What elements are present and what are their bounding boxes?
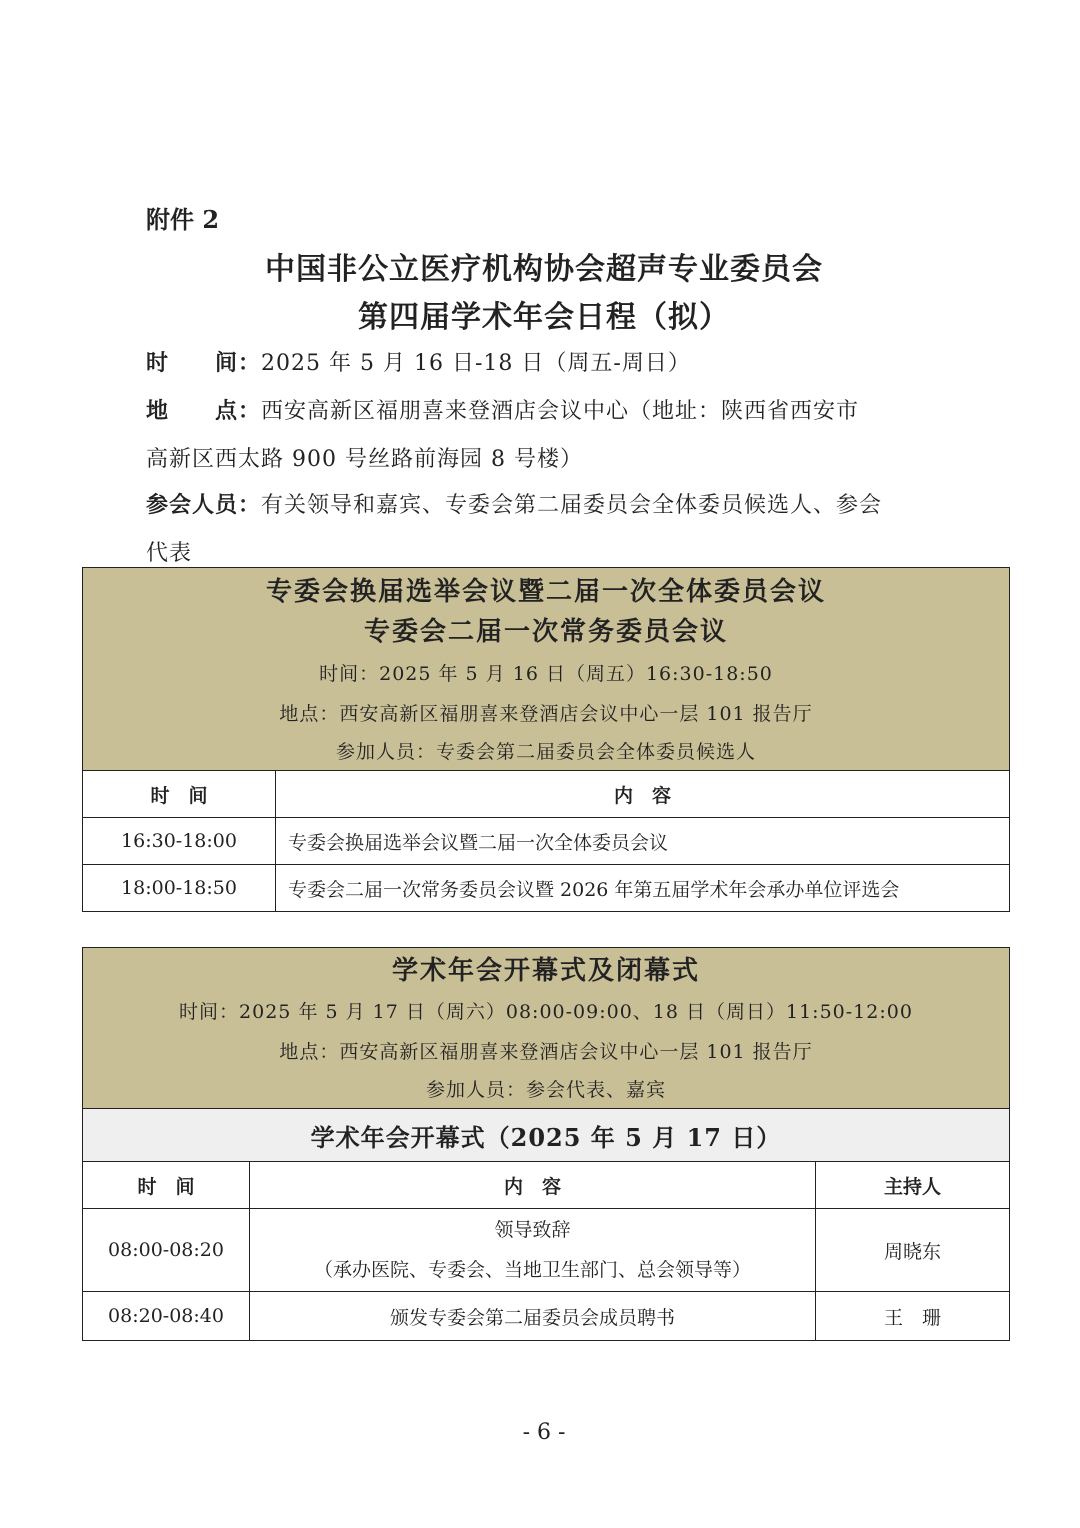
table1-col-content: 内 容 [276,771,1010,818]
table2-header-time: 时间：2025 年 5 月 17 日（周六）08:00-09:00、18 日（周日）11:50-12:00 [179,1001,913,1023]
info-attendees-label: 参会人员： [146,492,262,518]
info-place-continued: 高新区西太路 900 号丝路前海园 8 号楼） [146,447,583,472]
table-row [83,1209,1010,1292]
info-attendees-value: 有关领导和嘉宾、专委会第二届委员会全体委员候选人、参会 [261,493,883,518]
table2-col-time: 时 间 [83,1162,250,1209]
table1-row2-time: 18:00-18:50 [83,865,276,912]
info-attendees [146,488,882,519]
table2-row1-content [250,1209,816,1292]
table2-col-host: 主持人 [816,1162,1010,1209]
document-title: 中国非公立医疗机构协会超声专业委员会 [265,252,823,287]
info-place [146,394,859,425]
table2-header [83,948,1010,1109]
schedule-table-election [82,567,1010,912]
table2-subheader: 学术年会开幕式（2025 年 5 月 17 日） [83,1109,1010,1162]
table2-row2-time: 08:20-08:40 [83,1292,250,1341]
table2-row1-host: 周晓东 [816,1209,1010,1292]
table2-row2-content: 颁发专委会第二届委员会成员聘书 [250,1292,816,1341]
table1-row1-content: 专委会换届选举会议暨二届一次全体委员会议 [276,818,1010,865]
table2-row1-content-detail: （承办医院、专委会、当地卫生部门、总会领导等） [313,1259,751,1281]
info-time-value: 2025 年 5 月 16 日-18 日（周五-周日） [261,351,691,376]
page-number: - 6 - [522,1420,566,1445]
table1-header-attendees: 参加人员：专委会第二届委员会全体委员候选人 [336,741,757,763]
table1-col-time: 时 间 [83,771,276,818]
info-time [146,346,691,377]
table2-row1-content-main: 领导致辞 [494,1219,571,1241]
attachment-label: 附件 2 [146,205,220,234]
document-subtitle: 第四届学术年会日程（拟） [358,300,730,335]
table-row [83,1292,1010,1341]
table2-row2-host: 王 珊 [816,1292,1010,1341]
table1-header [83,568,1010,771]
info-attendees-continued: 代表 [146,541,193,566]
info-time-label: 时 间： [146,350,262,376]
table2-header-attendees: 参加人员：参会代表、嘉宾 [425,1079,666,1101]
table2-row1-time: 08:00-08:20 [83,1209,250,1292]
table2-header-place: 地点：西安高新区福朋喜来登酒店会议中心一层 101 报告厅 [279,1041,813,1063]
table1-row2-content: 专委会二届一次常务委员会议暨 2026 年第五届学术年会承办单位评选会 [276,865,1010,912]
table2-col-content: 内 容 [250,1162,816,1209]
table1-header-place: 地点：西安高新区福朋喜来登酒店会议中心一层 101 报告厅 [279,703,813,725]
table-row [83,818,1010,865]
table1-row1-time: 16:30-18:00 [83,818,276,865]
info-place-value: 西安高新区福朋喜来登酒店会议中心（地址：陕西省西安市 [261,399,860,424]
table1-header-subtitle: 专委会二届一次常务委员会议 [364,617,729,647]
table2-header-title: 学术年会开幕式及闭幕式 [391,956,700,986]
schedule-table-ceremony [82,947,1010,1341]
table-row [83,865,1010,912]
info-place-label: 地 点： [146,398,262,424]
table1-header-time: 时间：2025 年 5 月 16 日（周五）16:30-18:50 [319,663,773,685]
table1-header-title: 专委会换届选举会议暨二届一次全体委员会议 [266,577,827,607]
